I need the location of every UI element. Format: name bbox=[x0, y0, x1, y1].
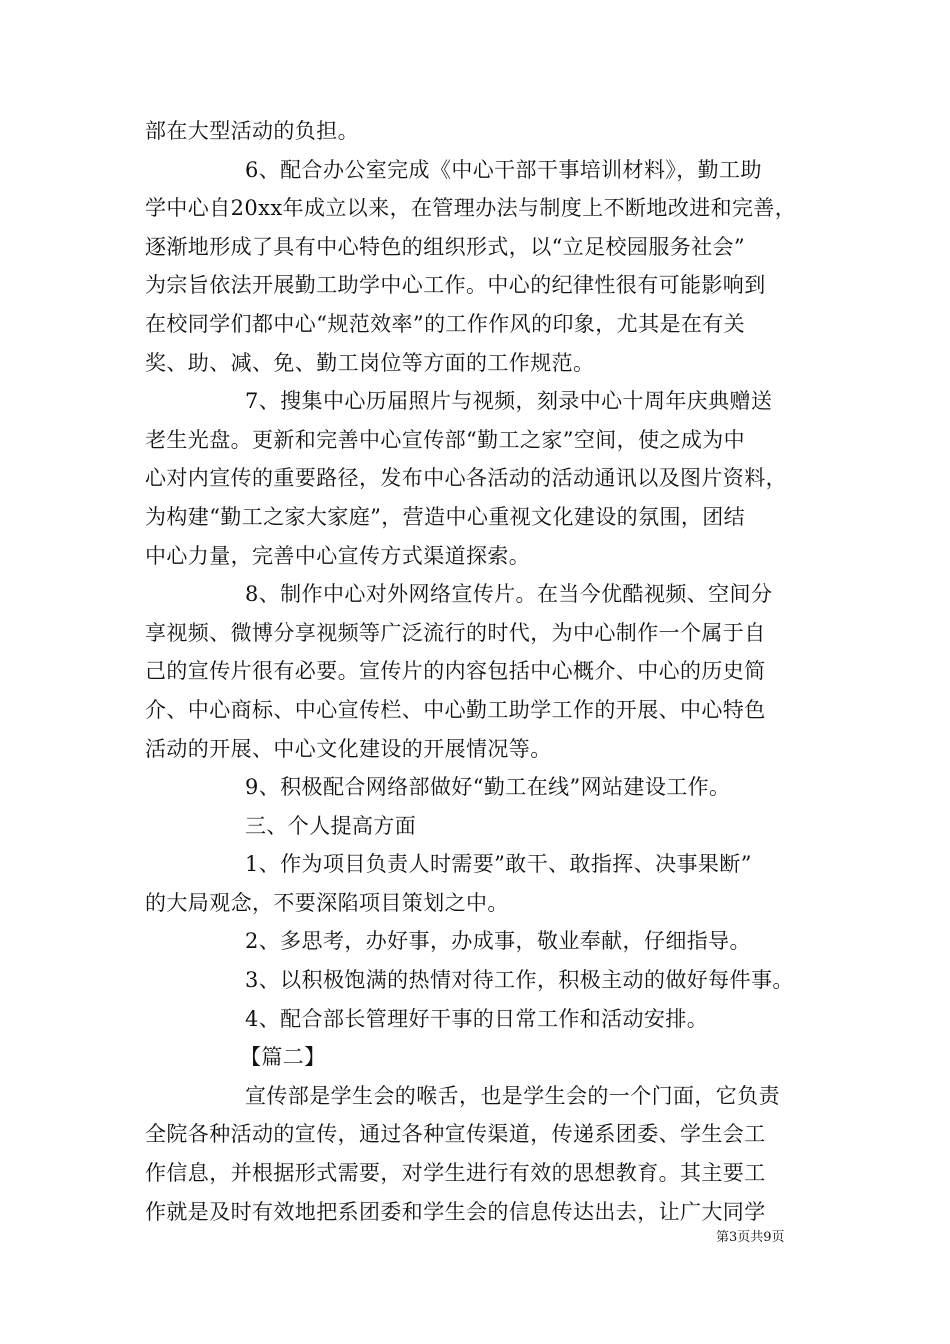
text-line: 4、配合部长管理好干事的日常工作和活动安排。 bbox=[245, 1006, 709, 1031]
page-number bbox=[716, 1230, 785, 1246]
text-line: 学中心自20xx年成立以来，在管理办法与制度上不断地改进和完善， bbox=[145, 196, 797, 221]
text-line: 7、搜集中心历届照片与视频，刻录中心十周年庆典赠送 bbox=[245, 389, 773, 414]
text-line: 活动的开展、中心文化建设的开展情况等。 bbox=[145, 736, 552, 761]
text-line: 心对内宣传的重要路径，发布中心各活动的活动通讯以及图片资料， bbox=[145, 466, 787, 491]
text-line: 为宗旨依法开展勤工助学中心工作。中心的纪律性很有可能影响到 bbox=[145, 273, 766, 298]
text-line: 己的宣传片很有必要。宣传片的内容包括中心概介、中心的历史简 bbox=[145, 659, 766, 684]
body-text bbox=[145, 112, 815, 1231]
text-line: 6、配合办公室完成《中心干部干事培训材料》，勤工助 bbox=[245, 157, 762, 182]
text-line: 在校同学们都中心“规范效率”的工作作风的印象，尤其是在有关 bbox=[145, 311, 746, 336]
text-line: 的大局观念，不要深陷项目策划之中。 bbox=[145, 890, 509, 915]
text-line: 9、积极配合网络部做好“勤工在线”网站建设工作。 bbox=[245, 775, 731, 800]
text-line: 3、以积极饱满的热情对待工作，积极主动的做好每件事。 bbox=[245, 968, 794, 993]
text-line: 部在大型活动的负担。 bbox=[145, 119, 359, 143]
text-line: 作就是及时有效地把系团委和学生会的信息传达出去，让广大同学 bbox=[145, 1199, 766, 1224]
text-line: 介、中心商标、中心宣传栏、中心勤工助学工作的开展、中心特色 bbox=[145, 697, 766, 722]
text-line: 逐渐地形成了具有中心特色的组织形式，以“立足校园服务社会” bbox=[145, 234, 746, 259]
text-line: 老生光盘。更新和完善中心宣传部“勤工之家”空间，使之成为中 bbox=[145, 427, 746, 452]
text-line: 8、制作中心对外网络宣传片。在当今优酷视频、空间分 bbox=[245, 582, 773, 607]
text-line: 三、个人提高方面 bbox=[245, 813, 417, 838]
text-line: 【篇二】 bbox=[240, 1045, 326, 1070]
text-line: 2、多思考，办好事，办成事，敬业奉献，仔细指导。 bbox=[245, 929, 751, 954]
text-line: 中心力量，完善中心宣传方式渠道探索。 bbox=[145, 543, 531, 568]
text-line: 全院各种活动的宣传，通过各种宣传渠道，传递系团委、学生会工 bbox=[145, 1122, 766, 1147]
text-line: 宣传部是学生会的喉舌，也是学生会的一个门面，它负责 bbox=[245, 1083, 780, 1108]
text-line: 1、作为项目负责人时需要”敢干、敢指挥、决事果断” bbox=[245, 852, 752, 877]
page-number-text: 第3页共9页 bbox=[716, 1230, 785, 1245]
text-line: 奖、助、减、免、勤工岗位等方面的工作规范。 bbox=[145, 350, 595, 375]
text-line: 享视频、微博分享视频等广泛流行的时代，为中心制作一个属于自 bbox=[145, 620, 766, 645]
text-line: 为构建“勤工之家大家庭”，营造中心重视文化建设的氛围，团结 bbox=[145, 504, 746, 529]
text-line: 作信息，并根据形式需要，对学生进行有效的思想教育。其主要工 bbox=[145, 1161, 766, 1186]
